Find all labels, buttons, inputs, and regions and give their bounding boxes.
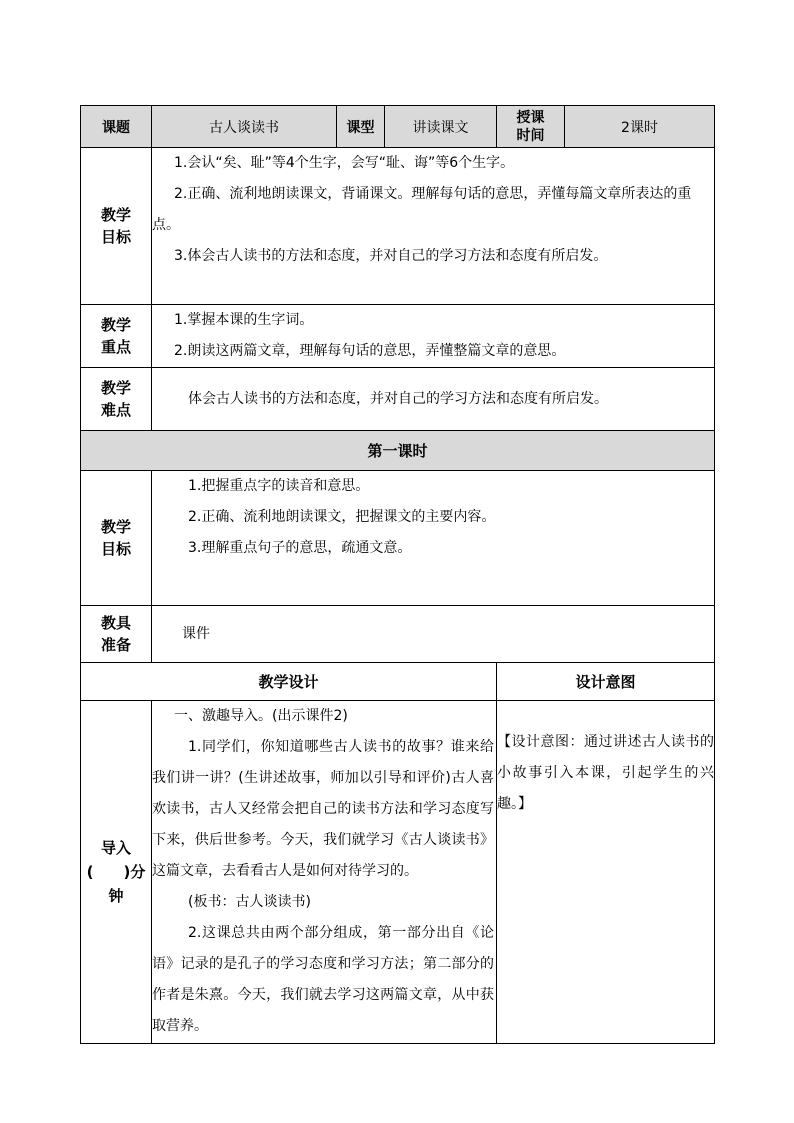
- objective-item: 2.正确、流利地朗读课文，背诵课文。理解每句话的意思，弄懂每篇文章所表达的重点。: [152, 186, 692, 233]
- topic-label: 课题: [81, 106, 152, 148]
- type-value: 讲读课文: [385, 106, 497, 148]
- header-row: [81, 106, 715, 148]
- time-label: [497, 106, 565, 148]
- tools-value: 课件: [182, 625, 210, 642]
- stage-label: [81, 701, 152, 1044]
- objectives-content: [152, 148, 715, 305]
- lesson1-objective-item: 2.正确、流利地朗读课文，把握课文的主要内容。: [188, 509, 496, 525]
- difficulties-row: [81, 368, 715, 431]
- design-paragraph-2: 2.这课总共由两个部分组成，第一部分出自《论语》记录的是孔子的学习态度和学习方法；第二部分的作者是朱熹。今天，我们就去学习这两篇文章，从中获取营养。: [152, 925, 494, 1034]
- keypoints-label-2: 重点: [100, 338, 131, 356]
- time-value: 2课时: [565, 106, 715, 148]
- lesson1-objectives-label-1: 教学: [100, 518, 131, 536]
- keypoints-row: [81, 305, 715, 368]
- tools-label-1: 教具: [100, 614, 131, 632]
- design-content-row: [81, 701, 715, 1044]
- stage-label-2: ( )分: [86, 863, 146, 881]
- difficulties-label-1: 教学: [100, 379, 131, 397]
- stage-label-1: 导入: [100, 839, 131, 857]
- topic-value: 古人谈读书: [152, 106, 337, 148]
- intent-body: [497, 701, 715, 1044]
- tools-label-2: 准备: [100, 636, 131, 654]
- keypoints-label-1: 教学: [100, 316, 131, 334]
- objectives-label: [81, 148, 152, 305]
- lesson1-objective-item: 1.把握重点字的读音和意思。: [188, 478, 370, 494]
- keypoint-item: 2.朗读这两篇文章，理解每句话的意思，弄懂整篇文章的意思。: [174, 343, 566, 359]
- tools-label: [81, 606, 152, 663]
- lesson-plan-table: [80, 105, 715, 1044]
- difficulties-text: 体会古人读书的方法和态度，并对自己的学习方法和态度有所启发。: [188, 390, 608, 407]
- keypoints-content: [152, 305, 715, 368]
- keypoint-item: 1.掌握本课的生字词。: [174, 312, 314, 328]
- objectives-label-2: 目标: [100, 228, 131, 246]
- design-header-row: [81, 663, 715, 701]
- time-label-line1: 授课: [516, 109, 545, 126]
- tools-content: [152, 606, 715, 663]
- objective-item: 3.体会古人读书的方法和态度，并对自己的学习方法和态度有所启发。: [174, 248, 608, 264]
- design-header: 教学设计: [81, 663, 497, 701]
- objective-item: 1.会认“矣、耻”等4个生字，会写“耻、诲”等6个生字。: [174, 155, 515, 171]
- lesson1-title-row: [81, 431, 715, 471]
- difficulties-label-2: 难点: [100, 401, 131, 419]
- intent-text: 【设计意图：通过讲述古人读书的小故事引入本课，引起学生的兴趣。】: [497, 734, 714, 812]
- type-label: 课型: [337, 106, 385, 148]
- design-paragraph-1: 1.同学们，你知道哪些古人读书的故事？谁来给我们讲一讲？(生讲述故事，师加以引导和评价)古人喜欢读书，古人又经常会把自己的读书方法和学习态度写下来，供后世参考。今天，我们就学习《古人谈读书》这篇文章，去看看古人是如何对待学习的。: [152, 739, 494, 879]
- intent-header: 设计意图: [497, 663, 715, 701]
- stage-label-3: 钟: [108, 887, 124, 905]
- lesson1-title: 第一课时: [81, 431, 715, 471]
- time-label-line2: 时间: [516, 127, 545, 144]
- tools-row: [81, 606, 715, 663]
- objectives-row: [81, 148, 715, 305]
- lesson1-objectives-content: [152, 471, 715, 606]
- lesson1-objectives-row: [81, 471, 715, 606]
- design-body: [152, 701, 497, 1044]
- section-title: 一、激趣导入。(出示课件2): [174, 708, 348, 724]
- board-note: (板书：古人谈读书): [188, 894, 311, 910]
- lesson1-objective-item: 3.理解重点句子的意思，疏通文意。: [188, 540, 412, 556]
- difficulties-content: [152, 368, 715, 431]
- difficulties-label: [81, 368, 152, 431]
- lesson1-objectives-label: [81, 471, 152, 606]
- objectives-label-1: 教学: [100, 206, 131, 224]
- keypoints-label: [81, 305, 152, 368]
- lesson1-objectives-label-2: 目标: [100, 540, 131, 558]
